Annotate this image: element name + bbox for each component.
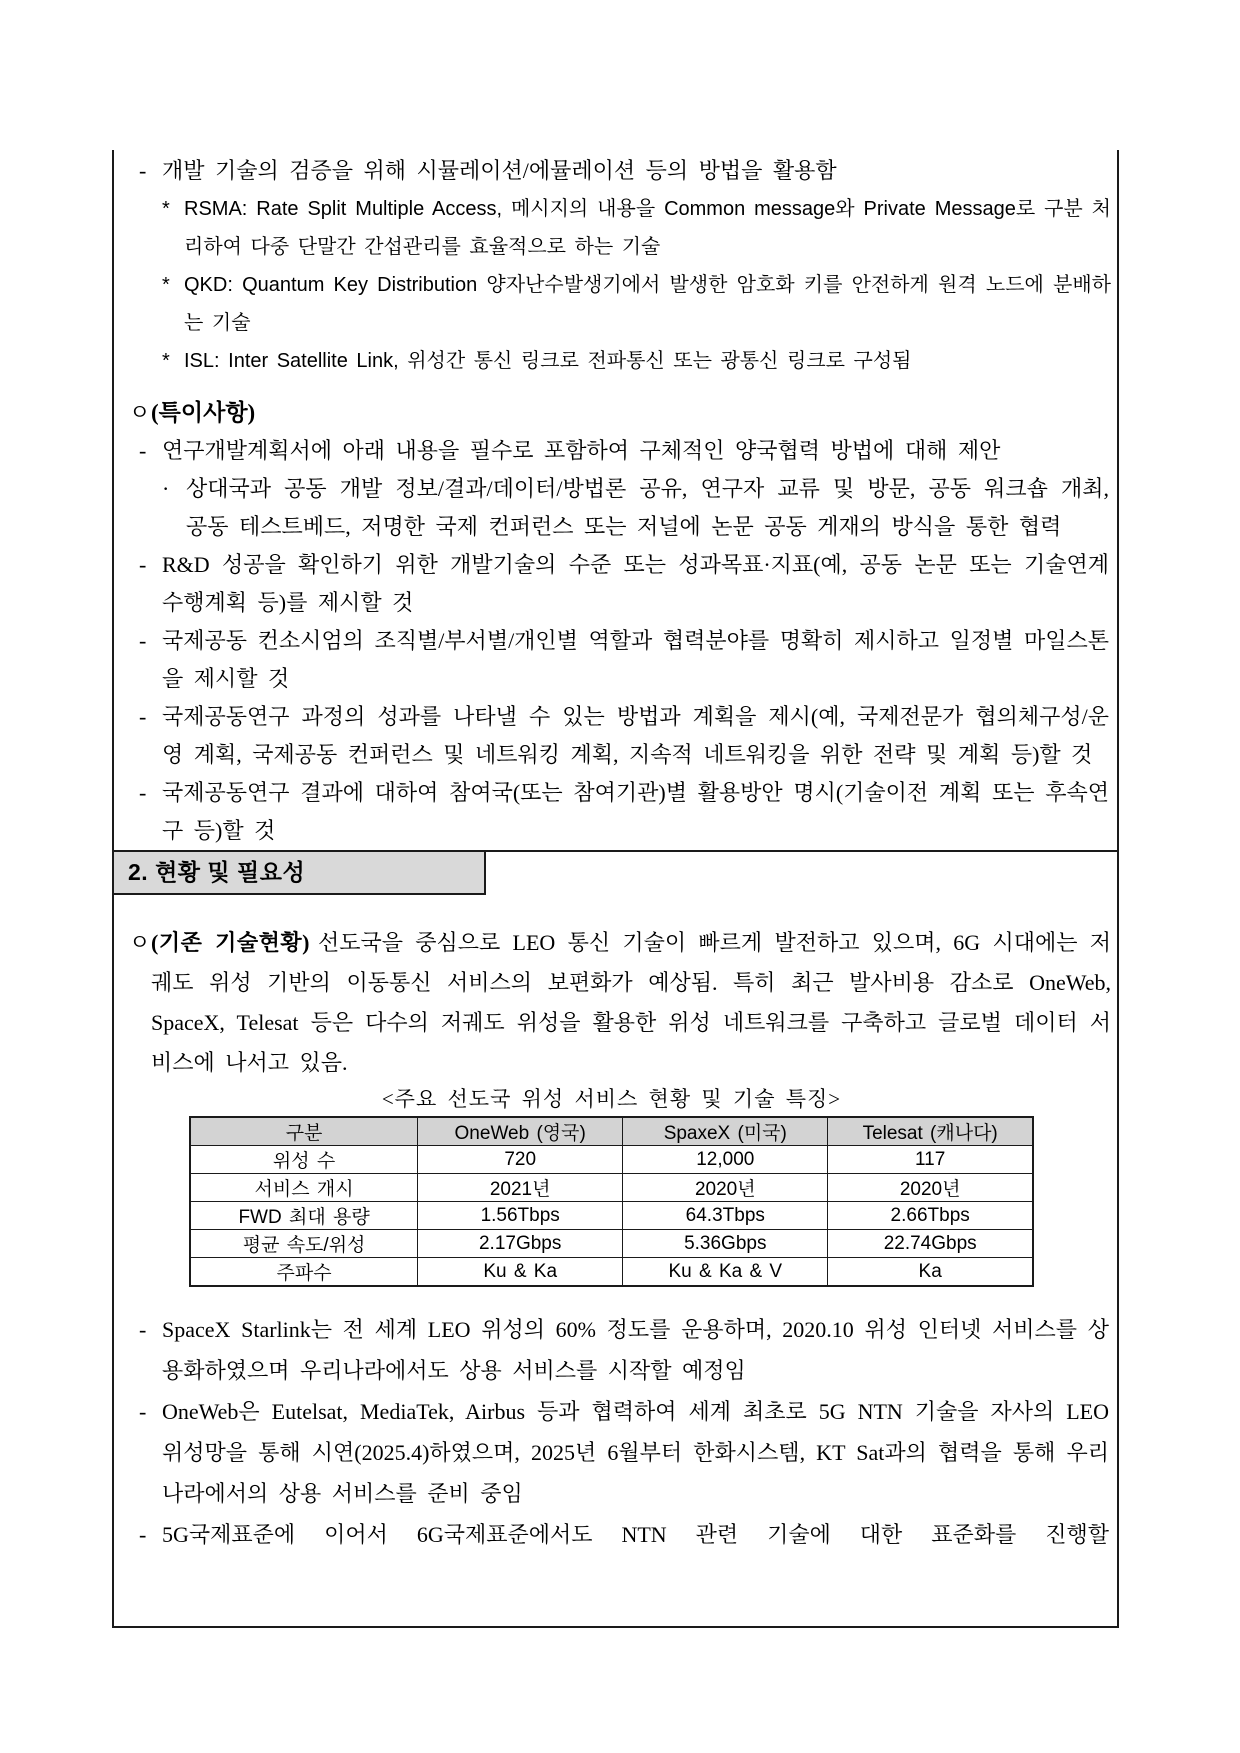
section-heading-box [114,852,486,895]
table-row-service-start [190,1174,1033,1202]
dot-marker: · [162,476,170,501]
special-item [114,774,1117,850]
special-item-text: 국제공동연구 과정의 성과를 나타낼 수 있는 방법과 계획을 제시(예, 국제전문가 협의체구성/운영 계획, 국제공동 컨퍼런스 및 네트워킹 계획, 지속적 네트워킹을 위한 전략 및 계획 등)할 것 [162,704,1109,767]
table-caption: <주요 선도국 위성 서비스 현황 및 기술 특징> [381,1087,842,1111]
special-item [114,546,1117,622]
section-heading-bar [114,850,1117,895]
footnote-text: QKD: Quantum Key Distribution 양자난수발생기에서 발생한 암호화 키를 안전하게 원격 노드에 분배하는 기술 [184,274,1111,334]
special-item [114,698,1117,774]
asterisk-marker: * [162,198,170,220]
asterisk-marker: * [162,350,170,372]
dash-marker: - [139,628,147,653]
circle-marker: ㅇ [129,400,151,425]
cell-value: Ku & Ka & V [623,1258,828,1287]
bullet-oneweb [114,1391,1117,1514]
bullet-text: OneWeb은 Eutelsat, MediaTek, Airbus 등과 협력하여 세계 최초로 5G NTN 기술을 자사의 LEO 위성망을 통해 시연(2025.4)하였으며, 2025년 6월부터 한화시스템, KT Sat과의 협력을 통해 우리나라에서의 상용 서비스를 준비 중임 [162,1399,1109,1506]
header-cell-telesat: Telesat (캐나다) [828,1117,1033,1146]
special-subitem [114,470,1117,546]
dash-marker: - [139,780,147,805]
content-flow [114,150,1117,1555]
table-row-avg-speed [190,1230,1033,1258]
footnote-text: ISL: Inter Satellite Link, 위성간 통신 링크로 전파통신 또는 광통신 링크로 구성됨 [184,350,912,372]
footnote-qkd [114,266,1117,342]
dash-marker: - [139,158,147,183]
cell-value: Ka [828,1258,1033,1287]
footnote-rsma [114,190,1117,266]
cell-value: 1.56Tbps [418,1202,623,1230]
special-item-text: 국제공동 컨소시엄의 조직별/부서별/개인별 역할과 협력분야를 명확히 제시하고 일정별 마일스톤을 제시할 것 [162,628,1109,691]
row-label: FWD 최대 용량 [190,1202,418,1230]
special-item [114,432,1117,470]
cell-value: 2020년 [828,1174,1033,1202]
cell-value: 2.66Tbps [828,1202,1033,1230]
bullet-spacex-starlink [114,1309,1117,1391]
footnote-text: RSMA: Rate Split Multiple Access, 메시지의 내용을 Common message와 Private Message로 구분 처리하여 다중 단말간 간섭관리를 효율적으로 하는 기술 [184,198,1111,258]
special-item-text: 상대국과 공동 개발 정보/결과/데이터/방법론 공유, 연구자 교류 및 방문, 공동 워크숍 개최, 공동 테스트베드, 저명한 국제 컨퍼런스 또는 저널에 논문 공동 게재의 방식을 통한 협력 [186,476,1109,539]
row-label: 위성 수 [190,1146,418,1174]
cell-value: 64.3Tbps [623,1202,828,1230]
special-item-text: R&D 성공을 확인하기 위한 개발기술의 수준 또는 성과목표·지표(예, 공동 논문 또는 기술연계 수행계획 등)를 제시할 것 [162,552,1109,615]
cell-value: 5.36Gbps [623,1230,828,1258]
cell-value: 117 [828,1146,1033,1174]
section-heading-text: 2. 현황 및 필요성 [128,859,306,885]
cell-value: Ku & Ka [418,1258,623,1287]
intro-bullet [114,152,1117,190]
header-cell-category: 구분 [190,1117,418,1146]
dash-marker: - [139,704,147,729]
footnote-isl [114,342,1117,380]
dash-marker: - [139,552,147,577]
asterisk-marker: * [162,274,170,296]
row-label: 주파수 [190,1258,418,1287]
special-section-title: (특이사항) [151,400,256,425]
cell-value: 22.74Gbps [828,1230,1033,1258]
tech-status-paragraph [114,923,1117,1083]
bullet-standards [114,1514,1117,1555]
cell-value: 2.17Gbps [418,1230,623,1258]
tech-status-text: 선도국을 중심으로 LEO 통신 기술이 빠르게 발전하고 있으며, 6G 시대에는 저궤도 위성 기반의 이동통신 서비스의 보편화가 예상됨. 특히 최근 발사비용 감소로 OneWeb, SpaceX, Telesat 등은 다수의 저궤도 위성을 활용한 위성 네트워크를 구축하고 글로벌 데이터 서비스에 나서고 있음. [151,930,1111,1075]
dash-marker: - [139,1522,147,1547]
special-item [114,622,1117,698]
special-item-text: 국제공동연구 결과에 대하여 참여국(또는 참여기관)별 활용방안 명시(기술이전 계획 또는 후속연구 등)할 것 [162,780,1109,843]
table-row-fwd-capacity [190,1202,1033,1230]
bullet-text: SpaceX Starlink는 전 세계 LEO 위성의 60% 정도를 운용하며, 2020.10 위성 인터넷 서비스를 상용화하였으며 우리나라에서도 상용 서비스를 시작할 예정임 [162,1317,1109,1383]
table-row-satellite-count [190,1146,1033,1174]
cell-value: 2020년 [623,1174,828,1202]
dash-marker: - [139,1399,147,1424]
dash-marker: - [139,438,147,463]
dash-marker: - [139,1317,147,1342]
special-item-text: 연구개발계획서에 아래 내용을 필수로 포함하여 구체적인 양국협력 방법에 대해 제안 [162,438,1001,463]
intro-bullet-text: 개발 기술의 검증을 위해 시뮬레이션/에뮬레이션 등의 방법을 활용함 [162,158,837,183]
satellite-comparison-table [189,1116,1034,1287]
cell-value: 12,000 [623,1146,828,1174]
cell-value: 720 [418,1146,623,1174]
table-row-frequency [190,1258,1033,1287]
header-cell-oneweb: OneWeb (영국) [418,1117,623,1146]
bullet-text: 5G국제표준에 이어서 6G국제표준에서도 NTN 관련 기술에 대한 표준화를 진행할 [162,1522,1109,1547]
table-header-row [190,1117,1033,1146]
row-label: 서비스 개시 [190,1174,418,1202]
tech-status-lead: (기존 기술현황) [151,930,310,955]
cell-value: 2021년 [418,1174,623,1202]
content-frame [112,150,1119,1628]
row-label: 평균 속도/위성 [190,1230,418,1258]
header-cell-spacex: SpaxeX (미국) [623,1117,828,1146]
circle-marker: ㅇ [129,930,151,955]
special-section-heading [114,394,1117,432]
